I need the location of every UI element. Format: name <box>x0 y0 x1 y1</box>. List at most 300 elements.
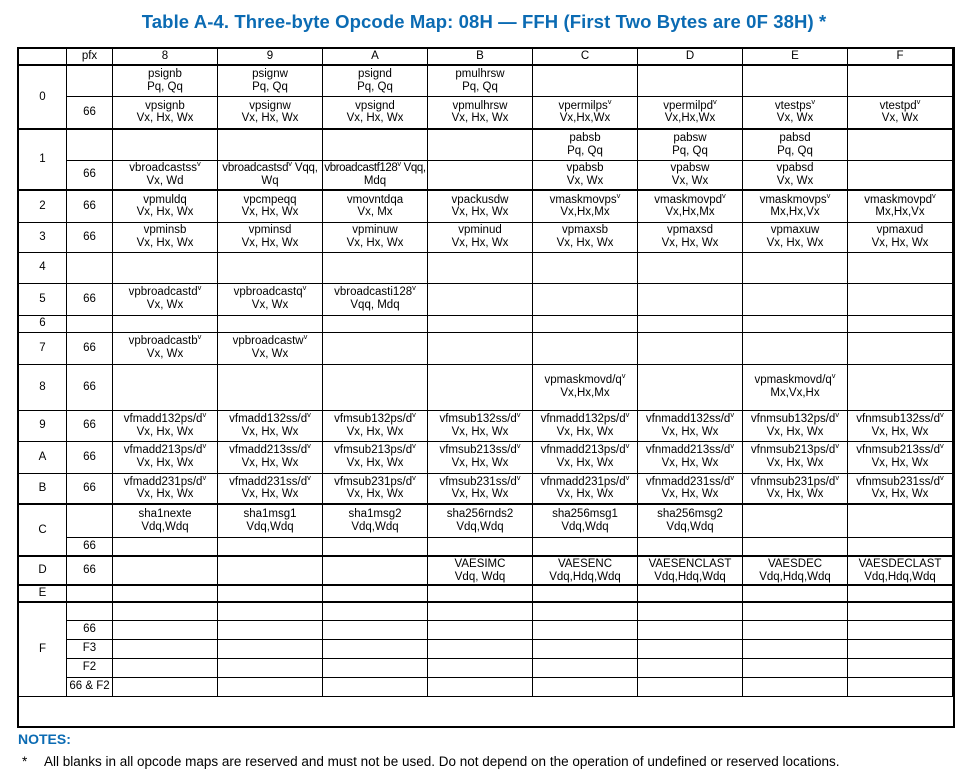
mnemonic-text: vpsignd <box>355 99 395 112</box>
opcode-cell <box>428 252 533 283</box>
operands: Mx,Hx,Vx <box>770 206 820 219</box>
opcode-cell <box>218 190 323 222</box>
mnemonic-text: VAESENCLAST <box>648 557 732 570</box>
mnemonic-text: pabsd <box>779 132 811 145</box>
pfx-cell: 66 <box>67 410 113 441</box>
mnemonic-text: pabsb <box>569 132 601 145</box>
header-row <box>19 49 953 66</box>
opcode-cell <box>638 504 743 537</box>
mnemonic <box>323 224 427 237</box>
column-header: 9 <box>218 49 323 66</box>
opcode-row <box>19 190 953 222</box>
opcode-cell <box>533 252 638 283</box>
opcode-cell <box>218 556 323 585</box>
pfx-cell: 66 <box>67 556 113 585</box>
mnemonic-text: vpminsd <box>248 224 292 237</box>
mnemonic <box>848 224 952 237</box>
operands: Pq, Qq <box>147 80 183 93</box>
opcode-cell <box>848 639 953 658</box>
operands: Vx, Wd <box>146 174 184 187</box>
mnemonic-text: vpminuw <box>352 224 398 237</box>
mnemonic <box>848 96 952 113</box>
opcode-cell <box>743 441 848 473</box>
mnemonic <box>743 371 847 387</box>
vex-superscript: v <box>621 371 626 381</box>
row-nibble-header: A <box>19 441 67 473</box>
opcode-cell <box>848 537 953 556</box>
operands: Vx, Hx, Wx <box>661 425 719 438</box>
opcode-cell <box>533 65 638 96</box>
opcode-cell <box>113 332 218 364</box>
mnemonic-text: sha1msg2 <box>348 508 402 521</box>
operands: Vx,Hx,Wx <box>664 112 716 125</box>
opcode-cell <box>848 473 953 504</box>
operands: Vx, Hx, Wx <box>766 457 824 469</box>
mnemonic-text: vpermilps <box>558 99 608 112</box>
mnemonic <box>743 162 847 175</box>
mnemonic <box>113 332 217 348</box>
operands: Vx, Hx, Wx <box>556 488 614 501</box>
operands: Vx, Wx <box>251 299 289 311</box>
opcode-row <box>19 222 953 252</box>
opcode-cell <box>323 222 428 252</box>
vex-superscript: v <box>722 190 726 200</box>
mnemonic <box>533 224 637 237</box>
mnemonic <box>218 473 322 489</box>
opcode-cell <box>113 556 218 585</box>
operands: Vx, Hx, Wx <box>136 457 194 469</box>
operands: Pq, Qq <box>357 80 393 93</box>
operands: Vx, Hx, Wx <box>346 112 404 125</box>
vex-superscript: v <box>202 410 207 420</box>
mnemonic-text: vpackusdw <box>451 193 509 206</box>
operands: Vx, Hx, Wx <box>871 425 929 438</box>
opcode-cell <box>533 315 638 332</box>
mnemonic-text: vpabsw <box>670 162 710 175</box>
mnemonic-text: vfmadd213ps/d <box>123 444 203 457</box>
operands: Vx, Hx, Wx <box>241 457 299 469</box>
opcode-cell <box>428 658 533 677</box>
mnemonic-text: vmaskmovpd <box>654 193 722 206</box>
opcode-cell <box>428 332 533 364</box>
operands: Vx, Hx, Wx <box>451 206 509 219</box>
mnemonic-text: vfmadd132ss/d <box>229 412 308 425</box>
vex-superscript: v <box>197 160 201 169</box>
opcode-cell <box>533 190 638 222</box>
opcode-cell <box>638 620 743 639</box>
opcode-cell <box>533 473 638 504</box>
opcode-cell <box>113 283 218 315</box>
mnemonic-text: vmaskmovps <box>759 193 827 206</box>
pfx-header: pfx <box>67 49 113 66</box>
opcode-cell <box>533 96 638 129</box>
opcode-row <box>19 473 953 504</box>
opcode-cell <box>743 556 848 585</box>
opcode-cell <box>743 473 848 504</box>
mnemonic-text: vpsignw <box>249 99 291 112</box>
opcode-cell <box>428 410 533 441</box>
mnemonic <box>638 224 742 237</box>
mnemonic-text: vpbroadcastw <box>232 335 304 348</box>
opcode-cell <box>848 283 953 315</box>
mnemonic <box>113 68 217 81</box>
mnemonic-text: vfnmadd132ss/d <box>645 412 731 425</box>
opcode-cell <box>638 364 743 410</box>
mnemonic-text: vmaskmovpd <box>864 193 932 206</box>
pfx-cell: F2 <box>67 658 113 677</box>
operands: Vx, Mx <box>357 206 393 219</box>
opcode-row <box>19 160 953 190</box>
mnemonic-text: vfnmadd231ss/d <box>645 475 731 488</box>
opcode-cell <box>533 441 638 473</box>
opcode-cell <box>638 585 743 602</box>
pfx-cell <box>67 602 113 620</box>
vex-superscript: v <box>831 371 836 381</box>
mnemonic-text: vfmsub231ps/d <box>334 475 413 488</box>
opcode-cell <box>638 190 743 222</box>
mnemonic-text: vfnmadd213ps/d <box>540 444 626 457</box>
operands: Vx, Hx, Wx <box>136 488 194 501</box>
opcode-cell <box>428 283 533 315</box>
opcode-cell <box>848 222 953 252</box>
mnemonic-text: sha256rnds2 <box>446 508 514 521</box>
opcode-cell <box>848 620 953 639</box>
opcode-cell <box>113 315 218 332</box>
pfx-cell: 66 <box>67 620 113 639</box>
mnemonic <box>218 224 322 237</box>
opcode-cell <box>848 160 953 190</box>
opcode-cell <box>113 96 218 129</box>
opcode-row <box>19 252 953 283</box>
mnemonic <box>533 410 637 426</box>
opcode-row <box>19 585 953 602</box>
opcode-cell <box>428 620 533 639</box>
opcode-cell <box>113 620 218 639</box>
opcode-cell <box>323 639 428 658</box>
mnemonic <box>218 68 322 81</box>
opcode-cell <box>113 504 218 537</box>
vex-superscript: v <box>835 410 840 420</box>
opcode-cell <box>428 222 533 252</box>
opcode-cell <box>638 252 743 283</box>
vex-superscript: v <box>516 473 521 482</box>
operand-inline: Vqq, <box>403 162 426 175</box>
operands: Vx,Hx,Mx <box>560 206 610 219</box>
vex-superscript: v <box>303 332 308 342</box>
vex-superscript: v <box>412 283 416 293</box>
opcode-cell <box>428 65 533 96</box>
mnemonic-text: vpsignb <box>145 99 185 112</box>
row-nibble-header: 8 <box>19 364 67 410</box>
opcode-cell <box>848 65 953 96</box>
opcode-cell <box>848 556 953 585</box>
pfx-cell: 66 <box>67 332 113 364</box>
mnemonic-text: vpbroadcastd <box>128 286 198 299</box>
mnemonic-text: vpbroadcastb <box>128 335 198 348</box>
mnemonic-text: VAESENC <box>557 557 613 570</box>
mnemonic <box>218 441 322 457</box>
mnemonic <box>323 100 427 113</box>
opcode-cell <box>218 410 323 441</box>
mnemonic <box>323 508 427 521</box>
opcode-cell <box>218 620 323 639</box>
opcode-cell <box>428 364 533 410</box>
mnemonic-text: vpmuldq <box>143 193 187 206</box>
opcode-cell <box>533 129 638 160</box>
operands: Vx, Hx, Wx <box>136 206 194 219</box>
opcode-cell <box>113 364 218 410</box>
row-nibble-header: F <box>19 602 67 696</box>
opcode-cell <box>638 222 743 252</box>
operands: Vx, Hx, Wx <box>556 425 614 438</box>
mnemonic <box>218 162 322 175</box>
opcode-cell <box>323 129 428 160</box>
mnemonic-text: vfmsub132ps/d <box>334 412 413 425</box>
mnemonic-text: vfnmsub213ps/d <box>750 444 836 457</box>
opcode-row <box>19 283 953 315</box>
mnemonic-text: vfmsub231ss/d <box>439 475 517 488</box>
mnemonic <box>638 558 742 571</box>
opcode-cell <box>428 504 533 537</box>
opcode-cell <box>323 65 428 96</box>
opcode-row <box>19 602 953 620</box>
operands: Pq, Qq <box>777 144 813 157</box>
opcode-cell <box>533 283 638 315</box>
column-header: 8 <box>113 49 218 66</box>
mnemonic <box>218 332 322 348</box>
opcode-cell <box>218 364 323 410</box>
operands: Vdq,Wdq <box>351 520 399 533</box>
mnemonic <box>113 100 217 113</box>
mnemonic-text: vpmaskmovd/q <box>754 374 832 387</box>
vex-superscript: v <box>811 96 816 106</box>
opcode-cell <box>218 677 323 696</box>
operands: Vx, Hx, Wx <box>661 457 719 469</box>
opcode-cell <box>218 160 323 190</box>
mnemonic <box>113 283 217 299</box>
mnemonic <box>743 558 847 571</box>
pfx-cell <box>67 129 113 160</box>
opcode-cell <box>533 639 638 658</box>
opcode-cell <box>218 252 323 283</box>
opcode-cell <box>743 96 848 129</box>
mnemonic <box>113 508 217 521</box>
opcode-cell <box>218 473 323 504</box>
mnemonic-text: vmovntdqa <box>346 193 404 206</box>
operands: Vx, Hx, Wx <box>661 488 719 501</box>
mnemonic <box>428 100 532 113</box>
mnemonic-text: vpbroadcastq <box>233 286 303 299</box>
note-text: All blanks in all opcode maps are reserved and must not be used. Do not depend on the operation of undefined or reserved locations. <box>44 754 840 769</box>
mnemonic <box>113 473 217 489</box>
operands: Vx, Hx, Wx <box>136 425 194 438</box>
opcode-cell <box>638 65 743 96</box>
opcode-cell <box>848 190 953 222</box>
opcode-cell <box>323 283 428 315</box>
mnemonic-text: vfnmsub213ss/d <box>856 444 940 457</box>
pfx-cell: F3 <box>67 639 113 658</box>
row-nibble-header: 9 <box>19 410 67 441</box>
opcode-cell <box>533 602 638 620</box>
vex-superscript: v <box>197 332 202 342</box>
opcode-cell <box>638 315 743 332</box>
opcode-row <box>19 504 953 537</box>
mnemonic-text: vpmaxuw <box>770 224 820 237</box>
pfx-cell: 66 <box>67 190 113 222</box>
opcode-cell <box>638 677 743 696</box>
opcode-cell <box>428 677 533 696</box>
note-item <box>22 754 840 769</box>
opcode-cell <box>533 222 638 252</box>
row-nibble-header: 4 <box>19 252 67 283</box>
vex-superscript: v <box>932 190 936 200</box>
opcode-cell <box>113 65 218 96</box>
opcode-cell <box>218 283 323 315</box>
column-header: B <box>428 49 533 66</box>
vex-superscript: v <box>835 441 840 451</box>
mnemonic-text: psignb <box>148 68 182 81</box>
operands: Vx, Hx, Wx <box>346 237 404 249</box>
opcode-cell <box>218 658 323 677</box>
opcode-cell <box>218 96 323 129</box>
opcode-cell <box>638 96 743 129</box>
vex-superscript: v <box>730 410 735 420</box>
vex-superscript: v <box>307 410 311 420</box>
pfx-cell: 66 <box>67 364 113 410</box>
vex-superscript: v <box>625 441 630 451</box>
row-nibble-header: 2 <box>19 190 67 222</box>
mnemonic <box>638 132 742 145</box>
row-nibble-header: C <box>19 504 67 556</box>
operands: Mx,Vx,Hx <box>770 387 820 399</box>
opcode-cell <box>743 585 848 602</box>
mnemonic-text: sha1nexte <box>138 508 192 521</box>
opcode-cell <box>638 283 743 315</box>
mnemonic <box>218 410 322 426</box>
opcode-cell <box>848 332 953 364</box>
mnemonic <box>323 283 427 299</box>
opcode-cell <box>743 160 848 190</box>
mnemonic <box>428 410 532 426</box>
mnemonic <box>218 508 322 521</box>
opcode-cell <box>323 441 428 473</box>
opcode-cell <box>218 332 323 364</box>
operands: Mx,Hx,Vx <box>875 206 925 219</box>
opcode-row <box>19 658 953 677</box>
pfx-cell: 66 <box>67 222 113 252</box>
opcode-cell <box>113 537 218 556</box>
opcode-cell <box>323 96 428 129</box>
column-header: F <box>848 49 953 66</box>
operands: Mdq <box>363 174 387 187</box>
mnemonic-text: vpermilpd <box>663 99 714 112</box>
mnemonic <box>323 68 427 81</box>
opcode-cell <box>218 129 323 160</box>
pfx-cell: 66 <box>67 473 113 504</box>
mnemonic-text: vbroadcasti128 <box>334 286 413 299</box>
mnemonic <box>323 473 427 489</box>
column-header: A <box>323 49 428 66</box>
operands: Vdq,Hdq,Wdq <box>654 570 726 583</box>
opcode-cell <box>428 537 533 556</box>
opcode-cell <box>743 504 848 537</box>
row-nibble-header: 3 <box>19 222 67 252</box>
opcode-cell <box>323 315 428 332</box>
operands: Vx, Hx, Wx <box>661 237 719 249</box>
opcode-cell <box>533 620 638 639</box>
mnemonic-text: VAESDEC <box>767 557 823 570</box>
vex-superscript: v <box>940 441 944 451</box>
operands: Vx, Hx, Wx <box>451 237 509 249</box>
operands: Vx, Hx, Wx <box>556 237 614 249</box>
opcode-cell <box>743 658 848 677</box>
opcode-cell <box>533 585 638 602</box>
mnemonic <box>428 194 532 207</box>
opcode-cell <box>428 441 533 473</box>
opcode-cell <box>533 677 638 696</box>
mnemonic <box>533 162 637 175</box>
mnemonic-text: vfnmadd213ss/d <box>645 444 731 457</box>
opcode-cell <box>743 252 848 283</box>
vex-superscript: v <box>412 473 416 482</box>
opcode-cell <box>638 537 743 556</box>
mnemonic-text: pmulhrsw <box>455 68 505 81</box>
vex-superscript: v <box>713 96 717 106</box>
mnemonic-text: vpmaskmovd/q <box>544 374 622 387</box>
opcode-cell <box>848 410 953 441</box>
pfx-cell: 66 <box>67 441 113 473</box>
opcode-cell <box>323 252 428 283</box>
opcode-cell <box>428 129 533 160</box>
vex-superscript: v <box>516 441 521 451</box>
operands: Pq, Qq <box>252 80 288 93</box>
opcode-cell <box>743 332 848 364</box>
opcode-cell <box>638 473 743 504</box>
opcode-cell <box>218 504 323 537</box>
operands: Vx, Wx <box>881 112 919 125</box>
row-nibble-header: 0 <box>19 65 67 129</box>
mnemonic-text: vpcmpeqq <box>243 193 297 206</box>
opcode-cell <box>533 504 638 537</box>
mnemonic <box>743 190 847 207</box>
mnemonic-text: vfmsub213ss/d <box>439 444 517 457</box>
opcode-cell <box>428 585 533 602</box>
opcode-cell <box>638 410 743 441</box>
mnemonic-text: vfnmsub132ps/d <box>750 412 836 425</box>
mnemonic-text: vfmadd132ps/d <box>123 412 203 425</box>
opcode-cell <box>218 602 323 620</box>
mnemonic <box>533 508 637 521</box>
mnemonic-text: vtestpd <box>879 99 917 112</box>
vex-superscript: v <box>397 160 401 169</box>
opcode-cell <box>638 602 743 620</box>
mnemonic <box>533 96 637 113</box>
vex-superscript: v <box>412 410 416 420</box>
opcode-cell <box>743 620 848 639</box>
opcode-cell <box>113 410 218 441</box>
operands: Vx,Hx,Wx <box>559 112 611 125</box>
corner-cell <box>19 49 67 66</box>
opcode-cell <box>113 190 218 222</box>
mnemonic <box>218 194 322 207</box>
mnemonic <box>638 96 742 113</box>
mnemonic <box>743 473 847 489</box>
opcode-row <box>19 410 953 441</box>
mnemonic <box>743 410 847 426</box>
mnemonic <box>113 441 217 457</box>
mnemonic-text: vbroadcastss <box>129 162 197 175</box>
vex-superscript: v <box>835 473 840 482</box>
